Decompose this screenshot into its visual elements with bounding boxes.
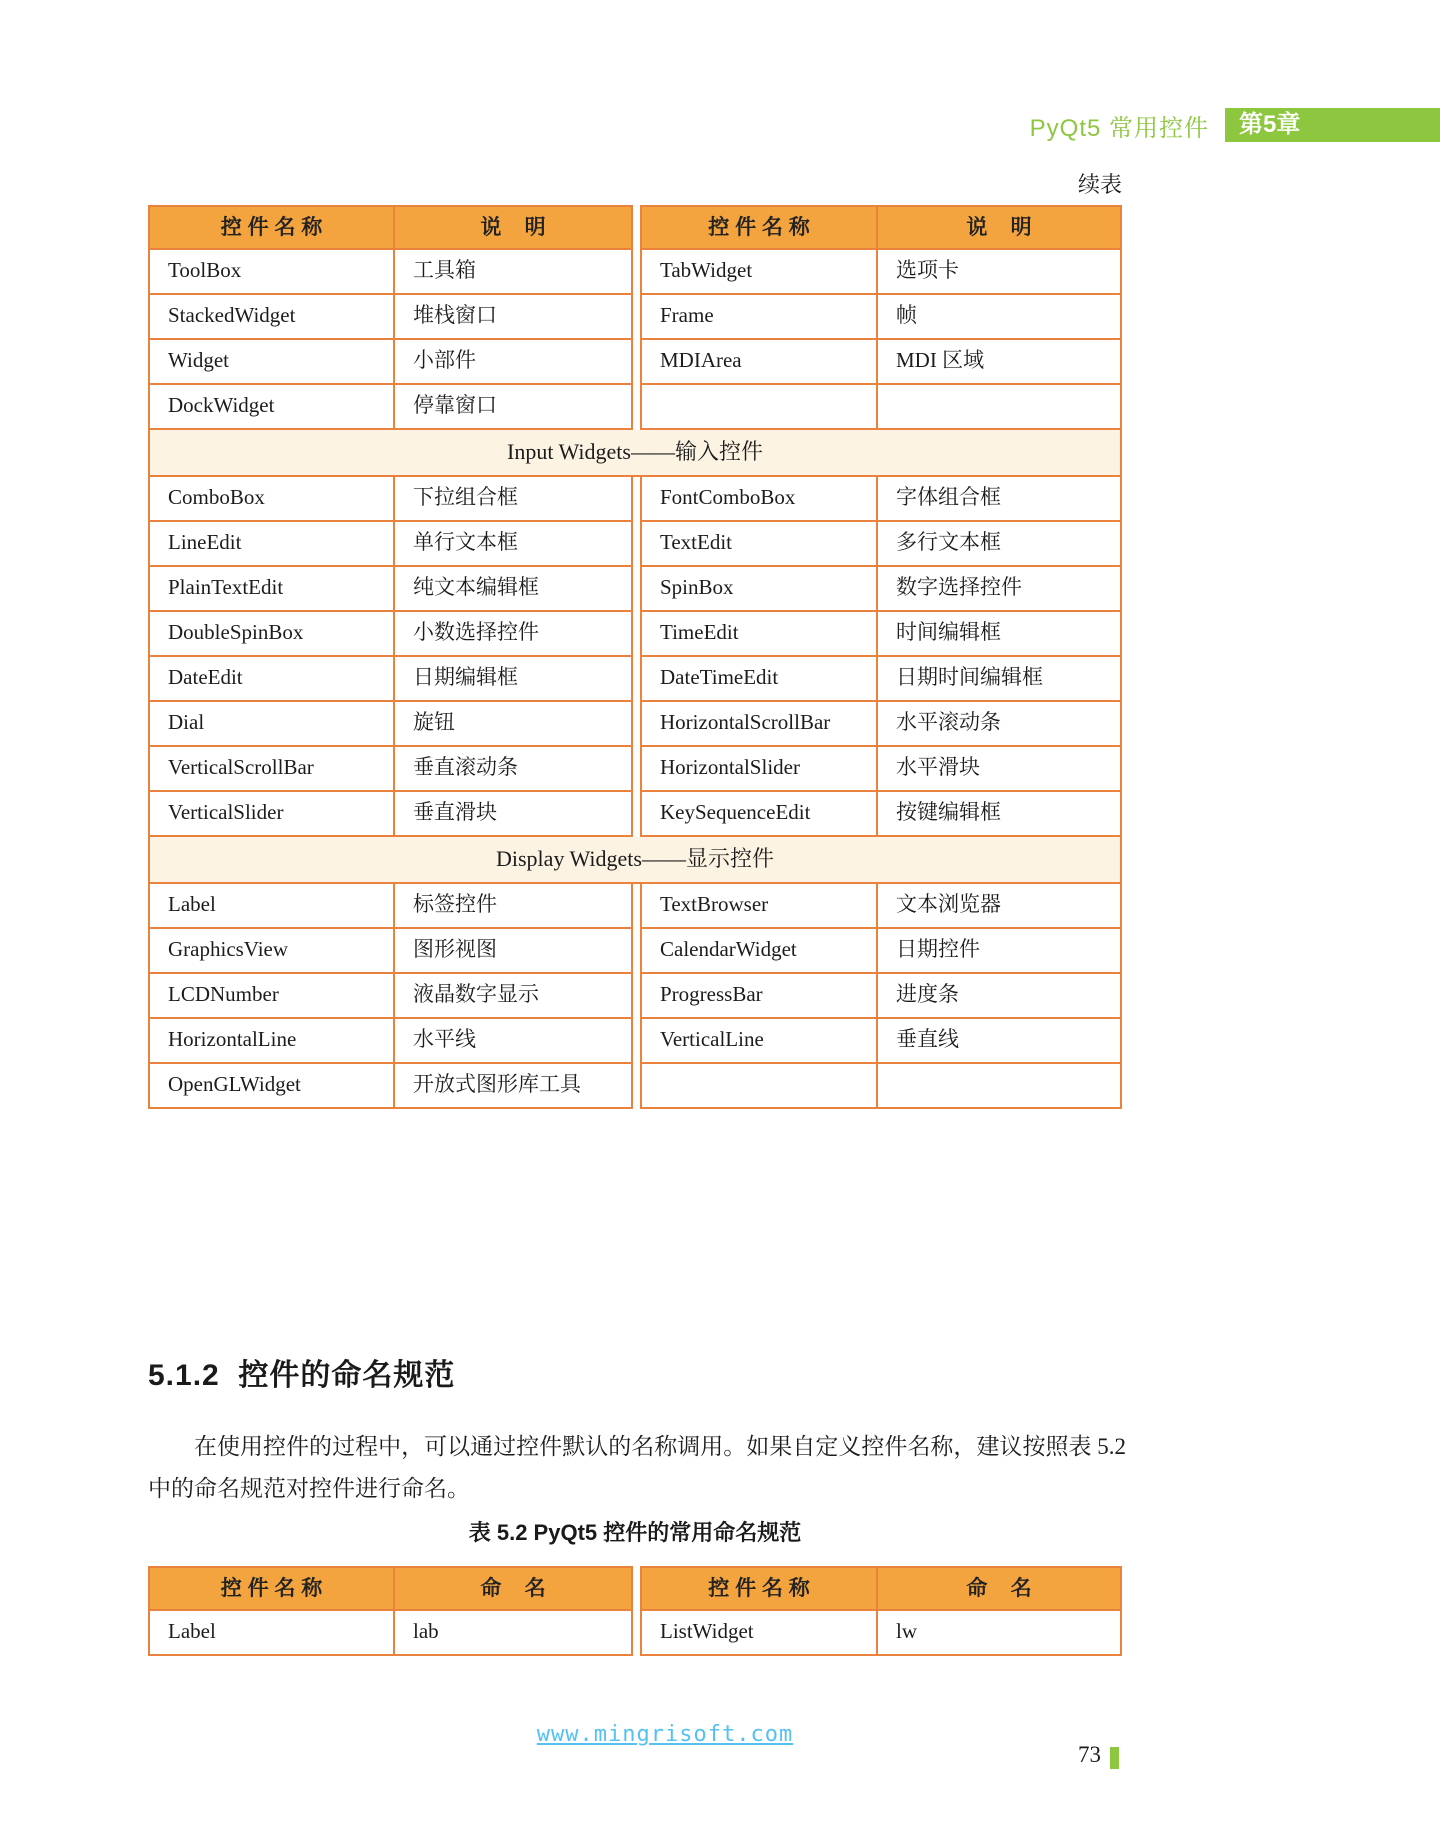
widget-name-cell: Dial bbox=[148, 702, 395, 747]
widget-desc-cell: 图形视图 bbox=[395, 929, 633, 974]
widget-name-cell: Label bbox=[148, 1611, 395, 1656]
continued-table-label: 续表 bbox=[1077, 172, 1122, 197]
table-row bbox=[148, 1019, 1122, 1064]
widget-desc-cell: 日期编辑框 bbox=[395, 657, 633, 702]
widget-desc-cell bbox=[878, 385, 1122, 430]
table-split-gap bbox=[633, 657, 640, 702]
widget-name-cell: VerticalLine bbox=[640, 1019, 878, 1064]
widget-desc-cell: 液晶数字显示 bbox=[395, 974, 633, 1019]
column-header: 控 件 名 称 bbox=[640, 1566, 878, 1611]
table-row bbox=[148, 477, 1122, 522]
widget-desc-cell: 多行文本框 bbox=[878, 522, 1122, 567]
footer-url-link[interactable]: www.mingrisoft.com bbox=[536, 1722, 794, 1747]
widget-desc-cell: 垂直线 bbox=[878, 1019, 1122, 1064]
widget-desc-cell: 小部件 bbox=[395, 340, 633, 385]
widget-name-cell: FontComboBox bbox=[640, 477, 878, 522]
widget-name-cell: GraphicsView bbox=[148, 929, 395, 974]
column-header: 命 名 bbox=[878, 1566, 1122, 1611]
table-split-gap bbox=[633, 929, 640, 974]
widget-desc-cell: 纯文本编辑框 bbox=[395, 567, 633, 612]
table-row bbox=[148, 747, 1122, 792]
section-band: Display Widgets——显示控件 bbox=[148, 837, 1122, 884]
widget-name-cell: CalendarWidget bbox=[640, 929, 878, 974]
body-paragraph: 在使用控件的过程中，可以通过控件默认的名称调用。如果自定义控件名称，建议按照表 5.2 中的命名规范对控件进行命名。 bbox=[148, 1434, 1126, 1501]
table-split-gap bbox=[633, 250, 640, 295]
table-row bbox=[148, 250, 1122, 295]
widget-name-cell: KeySequenceEdit bbox=[640, 792, 878, 837]
widget-name-cell: SpinBox bbox=[640, 567, 878, 612]
table2-caption: 表 5.2 PyQt5 控件的常用命名规范 bbox=[468, 1520, 802, 1545]
widget-desc-cell: 水平线 bbox=[395, 1019, 633, 1064]
widget-desc-cell: 单行文本框 bbox=[395, 522, 633, 567]
widget-name-cell: Frame bbox=[640, 295, 878, 340]
widget-name-cell: DateEdit bbox=[148, 657, 395, 702]
section-heading: 5.1.2 控件的命名规范 bbox=[148, 1359, 456, 1392]
table-split-gap bbox=[633, 792, 640, 837]
column-header: 控 件 名 称 bbox=[148, 205, 395, 250]
table-row bbox=[148, 1064, 1122, 1109]
widget-desc-cell: 文本浏览器 bbox=[878, 884, 1122, 929]
chapter-header bbox=[1030, 108, 1440, 142]
table-row bbox=[148, 612, 1122, 657]
widget-desc-cell: MDI 区域 bbox=[878, 340, 1122, 385]
widget-name-cell: PlainTextEdit bbox=[148, 567, 395, 612]
widget-name-cell: DockWidget bbox=[148, 385, 395, 430]
widget-name-cell: DoubleSpinBox bbox=[148, 612, 395, 657]
widget-desc-cell: 日期时间编辑框 bbox=[878, 657, 1122, 702]
widget-name-cell bbox=[640, 1064, 878, 1109]
table-row bbox=[148, 385, 1122, 430]
widget-desc-cell: 水平滑块 bbox=[878, 747, 1122, 792]
table-row bbox=[148, 1611, 1122, 1656]
widget-name-cell: HorizontalSlider bbox=[640, 747, 878, 792]
table-split-gap bbox=[633, 1566, 640, 1611]
widget-name-cell: HorizontalScrollBar bbox=[640, 702, 878, 747]
table-split-gap bbox=[633, 1611, 640, 1656]
widget-name-cell: TimeEdit bbox=[640, 612, 878, 657]
table-split-gap bbox=[633, 205, 640, 250]
widget-desc-cell bbox=[878, 1064, 1122, 1109]
table-header-row bbox=[148, 205, 1122, 250]
table-row bbox=[148, 702, 1122, 747]
column-header: 命 名 bbox=[395, 1566, 633, 1611]
table-split-gap bbox=[633, 1064, 640, 1109]
widget-desc-cell: 垂直滚动条 bbox=[395, 747, 633, 792]
naming-table bbox=[148, 1566, 1122, 1656]
widget-desc-cell: 工具箱 bbox=[395, 250, 633, 295]
widget-name-cell: VerticalSlider bbox=[148, 792, 395, 837]
chapter-badge: 第5章 bbox=[1225, 108, 1440, 142]
widget-name-cell: Widget bbox=[148, 340, 395, 385]
table-split-gap bbox=[633, 567, 640, 612]
table-row bbox=[148, 522, 1122, 567]
widget-name-cell: ListWidget bbox=[640, 1611, 878, 1656]
widget-desc-cell: 日期控件 bbox=[878, 929, 1122, 974]
widget-desc-cell: 标签控件 bbox=[395, 884, 633, 929]
widget-desc-cell: 堆栈窗口 bbox=[395, 295, 633, 340]
widget-desc-cell: 下拉组合框 bbox=[395, 477, 633, 522]
table-row bbox=[148, 657, 1122, 702]
widget-name-cell: LCDNumber bbox=[148, 974, 395, 1019]
column-header: 说 明 bbox=[395, 205, 633, 250]
widget-name-cell: TabWidget bbox=[640, 250, 878, 295]
table-row bbox=[148, 295, 1122, 340]
widget-name-cell: VerticalScrollBar bbox=[148, 747, 395, 792]
widget-desc-cell: 帧 bbox=[878, 295, 1122, 340]
widget-name-cell: ProgressBar bbox=[640, 974, 878, 1019]
table-split-gap bbox=[633, 1019, 640, 1064]
column-header: 控 件 名 称 bbox=[640, 205, 878, 250]
widget-name-cell: StackedWidget bbox=[148, 295, 395, 340]
section-band: Input Widgets——输入控件 bbox=[148, 430, 1122, 477]
chapter-title: PyQt5 常用控件 bbox=[1029, 114, 1209, 142]
widget-name-cell: TextBrowser bbox=[640, 884, 878, 929]
table-row bbox=[148, 792, 1122, 837]
table-split-gap bbox=[633, 385, 640, 430]
table-split-gap bbox=[633, 477, 640, 522]
table-split-gap bbox=[633, 884, 640, 929]
widget-desc-cell: 数字选择控件 bbox=[878, 567, 1122, 612]
widget-name-cell: ComboBox bbox=[148, 477, 395, 522]
table-split-gap bbox=[633, 974, 640, 1019]
widget-name-cell: OpenGLWidget bbox=[148, 1064, 395, 1109]
widget-desc-cell: 小数选择控件 bbox=[395, 612, 633, 657]
table-header-row bbox=[148, 1566, 1122, 1611]
widget-name-cell: ToolBox bbox=[148, 250, 395, 295]
widget-name-cell: HorizontalLine bbox=[148, 1019, 395, 1064]
widget-desc-cell: 旋钮 bbox=[395, 702, 633, 747]
widget-name-cell: DateTimeEdit bbox=[640, 657, 878, 702]
widget-name-cell: TextEdit bbox=[640, 522, 878, 567]
widget-desc-cell: 垂直滑块 bbox=[395, 792, 633, 837]
table-row bbox=[148, 974, 1122, 1019]
widget-desc-cell: 进度条 bbox=[878, 974, 1122, 1019]
widget-name-cell: LineEdit bbox=[148, 522, 395, 567]
table-row bbox=[148, 929, 1122, 974]
widget-desc-cell: 停靠窗口 bbox=[395, 385, 633, 430]
table-split-gap bbox=[633, 702, 640, 747]
widget-name-cell: MDIArea bbox=[640, 340, 878, 385]
table-split-gap bbox=[633, 747, 640, 792]
widget-desc-cell: 水平滚动条 bbox=[878, 702, 1122, 747]
table-row bbox=[148, 567, 1122, 612]
page-number-marker bbox=[1110, 1747, 1119, 1769]
widget-desc-cell: lab bbox=[395, 1611, 633, 1656]
table-split-gap bbox=[633, 340, 640, 385]
table-row bbox=[148, 884, 1122, 929]
widgets-table bbox=[148, 205, 1122, 1109]
table-split-gap bbox=[633, 522, 640, 567]
widget-desc-cell: 字体组合框 bbox=[878, 477, 1122, 522]
widget-desc-cell: 时间编辑框 bbox=[878, 612, 1122, 657]
table-row bbox=[148, 340, 1122, 385]
widget-name-cell bbox=[640, 385, 878, 430]
column-header: 说 明 bbox=[878, 205, 1122, 250]
table-split-gap bbox=[633, 612, 640, 657]
widget-name-cell: Label bbox=[148, 884, 395, 929]
page-number: 73 bbox=[1078, 1742, 1101, 1767]
widget-desc-cell: lw bbox=[878, 1611, 1122, 1656]
widget-desc-cell: 开放式图形库工具 bbox=[395, 1064, 633, 1109]
widget-desc-cell: 按键编辑框 bbox=[878, 792, 1122, 837]
column-header: 控 件 名 称 bbox=[148, 1566, 395, 1611]
table-split-gap bbox=[633, 295, 640, 340]
widget-desc-cell: 选项卡 bbox=[878, 250, 1122, 295]
